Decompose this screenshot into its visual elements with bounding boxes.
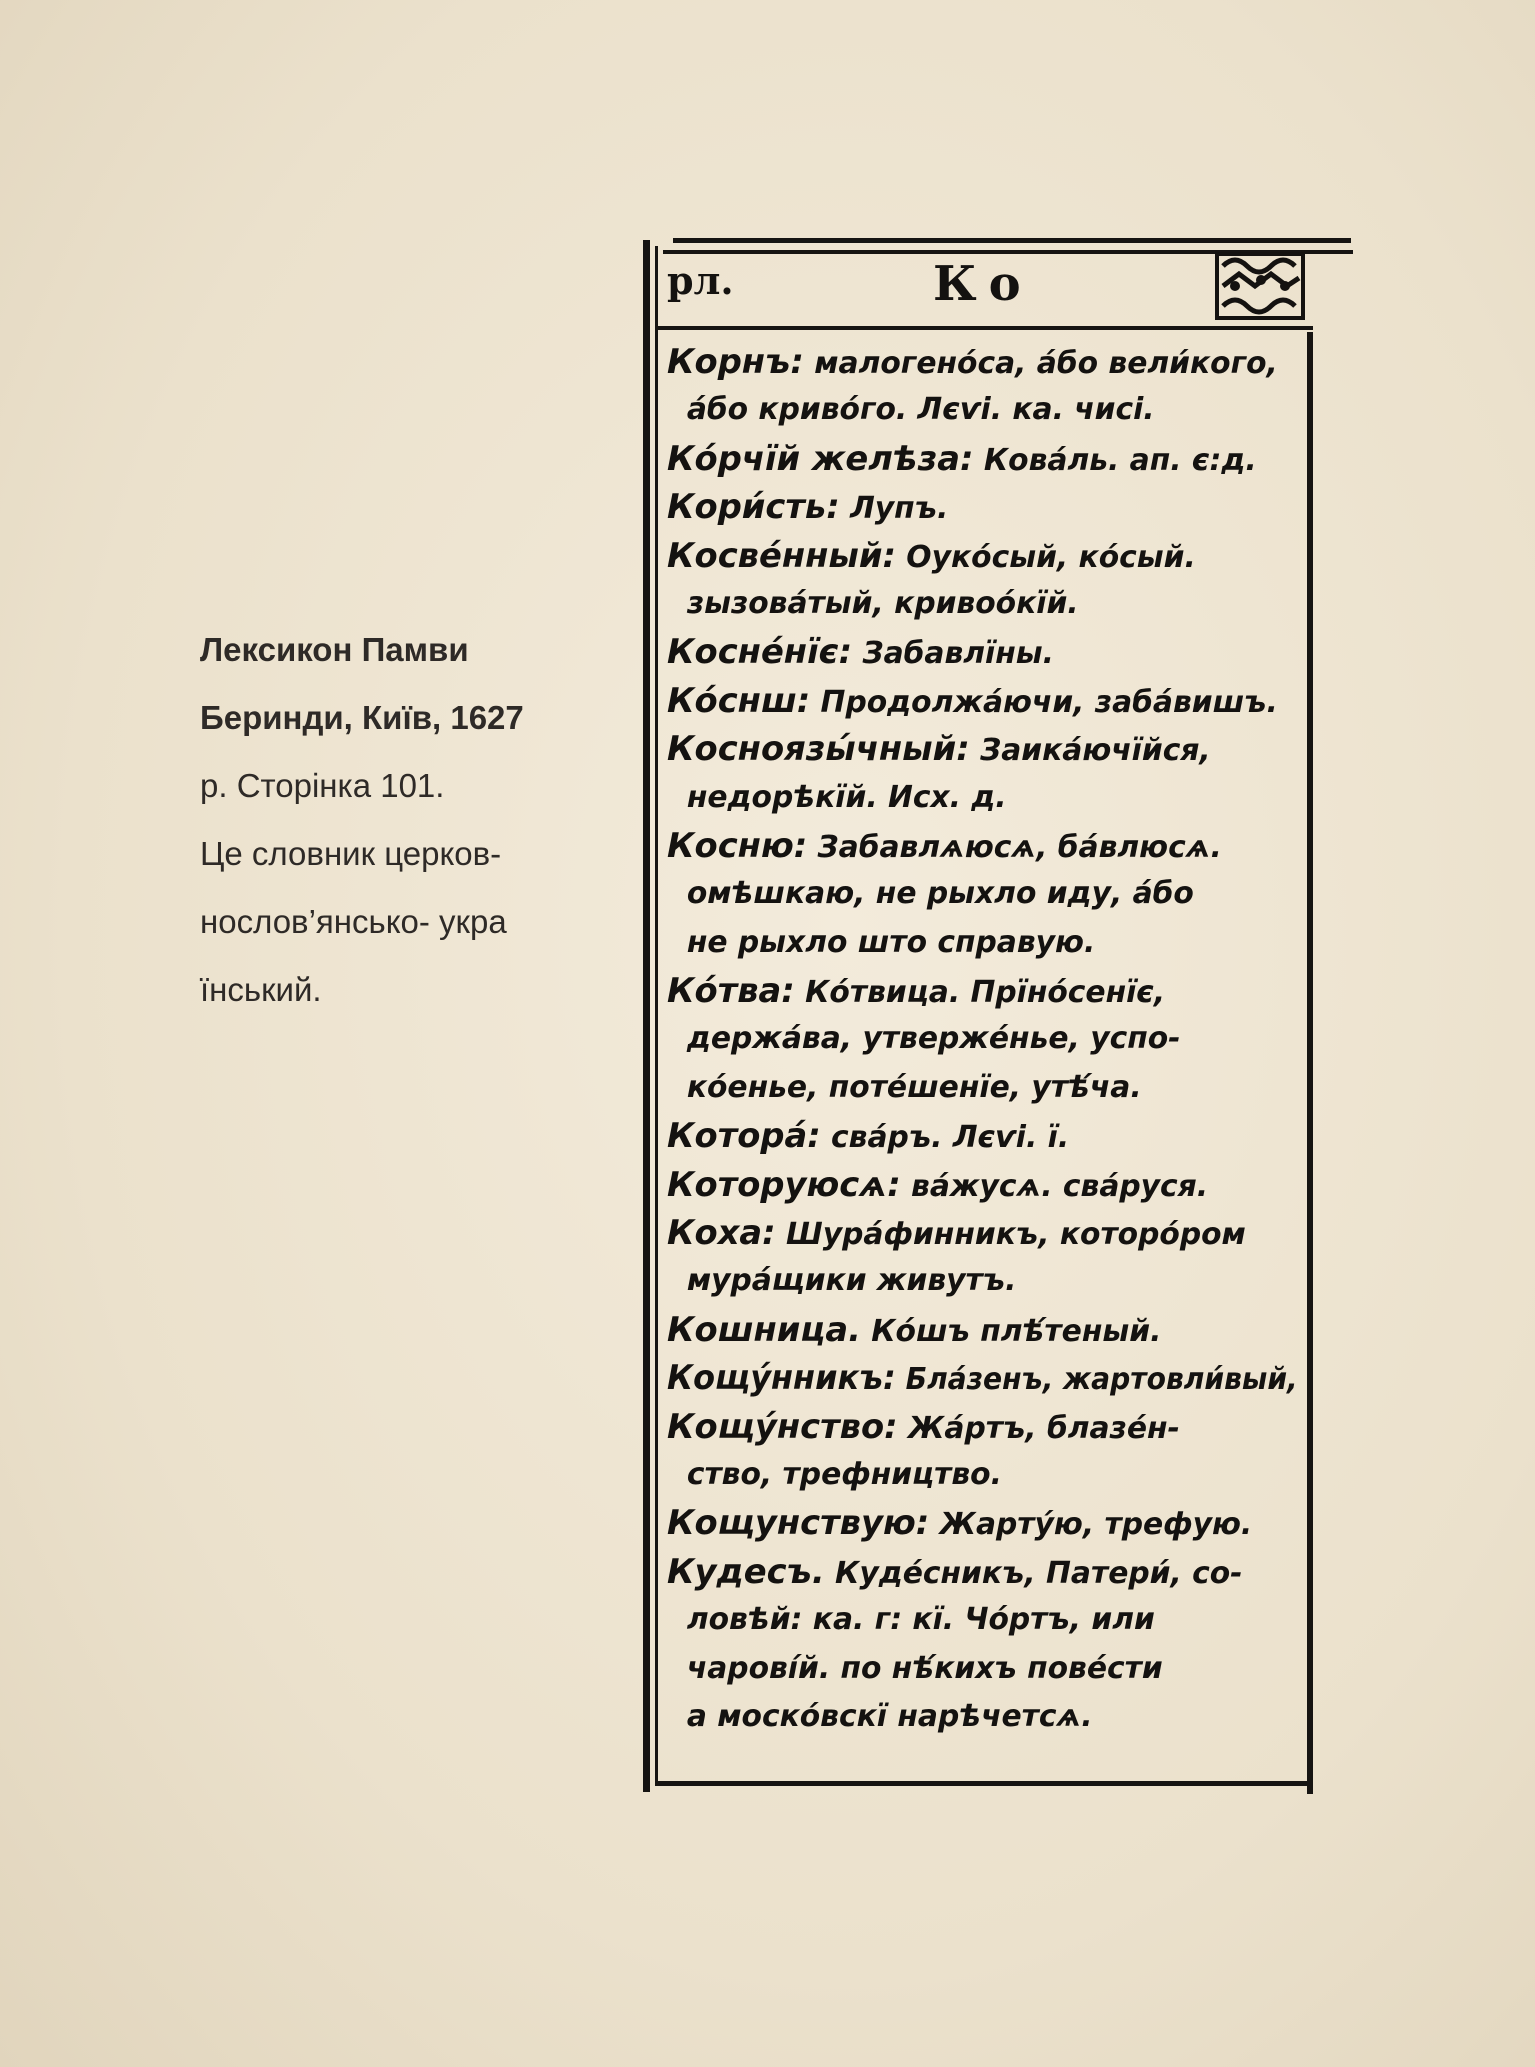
entry-line	[667, 338, 1297, 386]
entry-line	[667, 677, 1297, 725]
entry-headword: Кощу́нникъ:	[667, 1358, 896, 1399]
entry-headword: Косноязы́чный:	[667, 729, 970, 770]
entry-headword: Кошница.	[667, 1309, 861, 1350]
entry-headword: Косню:	[667, 825, 808, 866]
entry-headword: Коха:	[667, 1213, 776, 1254]
top-rule	[673, 238, 1351, 243]
entry-text: а моско́вскї нарѣчетсѧ.	[686, 1698, 1093, 1734]
entry-headword: Корнъ:	[667, 342, 804, 382]
entry-headword: Кощу́нство:	[667, 1406, 898, 1447]
dictionary-page-facsimile	[643, 238, 1323, 1806]
entry-continuation-line	[667, 1451, 1297, 1499]
entry-text: ловѣй: ка. г: кї. Чо́ртъ, или	[686, 1602, 1155, 1638]
entry-line	[667, 1161, 1297, 1209]
entry-text: мура́щики живутъ.	[686, 1263, 1017, 1299]
header-rule	[655, 326, 1313, 330]
ornament-icon	[1215, 252, 1305, 320]
entry-line	[667, 822, 1297, 870]
caption-line-4: Це словник церков-	[200, 835, 502, 872]
entry-text: омѣшкаю, не рыхло иду, а́бо	[686, 876, 1194, 912]
entry-line	[667, 1548, 1297, 1596]
entry-continuation-line	[667, 580, 1297, 628]
entry-headword: Ко́рчїй желѣза:	[667, 438, 974, 479]
entry-headword: Ко́снш:	[667, 680, 811, 721]
entry-line	[667, 725, 1297, 773]
entry-text: чарові́й. по нѣ́кихъ пове́сти	[686, 1650, 1163, 1686]
entry-line	[667, 483, 1297, 531]
caption-line-5: нослов’янсько- укра	[200, 903, 507, 940]
entry-text: ва́жусѧ. сва́руся.	[911, 1168, 1209, 1204]
entry-text: Забавлѧюсѧ, ба́влюсѧ.	[817, 829, 1222, 865]
entry-text: Куде́сникъ, Патери́, со-	[835, 1555, 1243, 1591]
right-border	[1307, 332, 1313, 1794]
caption-line-1: Лексикон Памви	[200, 631, 469, 668]
entry-continuation-line	[667, 1645, 1297, 1693]
entry-text: сва́ръ. Лєѵі. ї.	[831, 1120, 1070, 1156]
caption-line-6: їнський.	[200, 971, 322, 1008]
entry-line	[667, 967, 1297, 1015]
entry-text: Кова́ль. ап. є:д.	[983, 442, 1257, 478]
entry-continuation-line	[667, 870, 1297, 918]
entry-text: ство, трефництво.	[686, 1456, 1002, 1492]
entry-headword: Котора́:	[667, 1116, 821, 1157]
folio-number: рл.	[667, 258, 734, 303]
entry-continuation-line	[667, 1596, 1297, 1644]
entry-line	[667, 628, 1297, 676]
entry-text: Ко́твица. Прїно́сенїє,	[805, 975, 1166, 1011]
entry-line	[667, 1112, 1297, 1160]
entry-continuation-line	[667, 774, 1297, 822]
entry-line	[667, 1354, 1298, 1402]
entry-headword: Косве́нный:	[667, 535, 896, 576]
left-border	[643, 240, 650, 1792]
entry-text: Бла́зенъ, жартовли́вый,	[905, 1362, 1298, 1398]
entry-headword: Кудесъ.	[667, 1551, 825, 1592]
entry-headword: Которуюсѧ:	[667, 1164, 901, 1205]
entry-headword: Косне́нїє:	[667, 632, 853, 673]
caption-line-3: р. Сторінка 101.	[200, 767, 445, 804]
entry-text: Жа́ртъ, блазе́н-	[907, 1410, 1180, 1446]
entry-continuation-line	[667, 1015, 1297, 1063]
entry-text: Лупъ.	[850, 491, 949, 527]
entry-continuation-line	[667, 919, 1297, 967]
entry-text: недорѣкїй. Исх. д.	[686, 779, 1007, 815]
entry-text: не рыхло што справую.	[686, 924, 1096, 960]
running-head: Ко	[933, 256, 1033, 312]
entry-line	[667, 1499, 1297, 1547]
entry-continuation-line	[667, 1257, 1297, 1305]
entry-text: малогено́са, а́бо вели́кого,	[814, 346, 1278, 381]
entry-continuation-line	[667, 1693, 1297, 1741]
entry-headword: Ко́тва:	[667, 971, 795, 1012]
entry-text: Продолжа́ючи, заба́вишъ.	[820, 684, 1278, 720]
entry-headword: Кори́сть:	[667, 487, 840, 528]
entry-continuation-line	[667, 1064, 1297, 1112]
entry-line	[667, 1403, 1297, 1451]
entry-text: Шура́финникъ, которо́ром	[785, 1217, 1246, 1253]
entry-text: Ко́шъ плѣ́теный.	[871, 1313, 1162, 1349]
entry-text: Оуко́сый, ко́сый.	[906, 539, 1196, 575]
entry-text: зызова́тый, кривоо́кїй.	[686, 585, 1079, 621]
caption-line-2: Беринди, Київ, 1627	[200, 699, 524, 736]
entry-line	[667, 1209, 1297, 1257]
page-caption	[200, 616, 598, 1024]
entry-line	[667, 532, 1297, 580]
entry-text: ко́енье, поте́шенїе, утѣ́ча.	[686, 1069, 1142, 1105]
entry-line	[667, 1306, 1297, 1354]
entry-text: а́бо криво́го. Лєѵі. ка. чисі.	[686, 392, 1155, 428]
left-border-inner	[655, 246, 658, 1784]
dictionary-entries	[667, 338, 1303, 1741]
entry-text: Жарту́ю, трефую.	[939, 1507, 1253, 1543]
entry-headword: Кощунствую:	[667, 1503, 930, 1544]
entry-text: Забавлїны.	[862, 636, 1054, 672]
entry-text: держа́ва, утверже́нье, успо-	[686, 1021, 1181, 1057]
entry-text: Заика́ючїйся,	[980, 733, 1211, 769]
entry-line	[667, 435, 1297, 483]
bottom-rule	[655, 1781, 1313, 1786]
entry-continuation-line	[667, 386, 1297, 434]
